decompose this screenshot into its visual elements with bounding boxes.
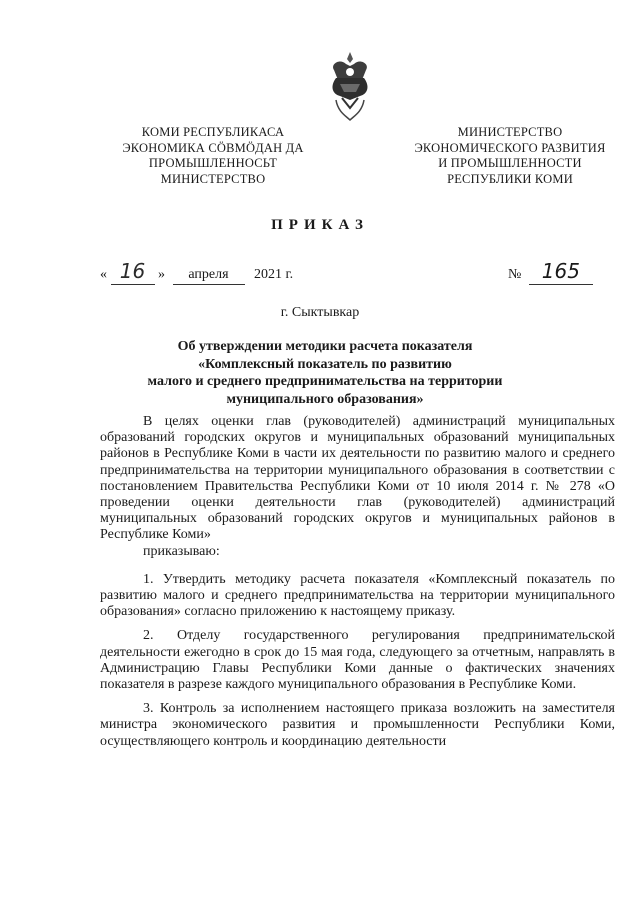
date-close-quote: » bbox=[158, 267, 165, 282]
ministry-name-komi bbox=[108, 125, 318, 187]
date-month: апреля bbox=[173, 266, 245, 285]
header-right-line: И ПРОМЫШЛЕННОСТИ bbox=[438, 156, 582, 171]
date-day-value: 16 bbox=[119, 259, 146, 283]
header-left-line: ЭКОНОМИКА СӦВМӦДАН ДА bbox=[122, 140, 304, 155]
order-body bbox=[100, 414, 615, 750]
order-number bbox=[508, 259, 593, 285]
header-right-line: РЕСПУБЛИКИ КОМИ bbox=[447, 171, 573, 186]
order-word: приказываю: bbox=[143, 543, 220, 559]
number-sign: № bbox=[508, 267, 522, 282]
subject-line: муниципального образования» bbox=[226, 391, 424, 407]
coat-of-arms-emblem bbox=[326, 50, 374, 126]
number-value: 165 bbox=[541, 259, 580, 283]
order-subject bbox=[100, 338, 550, 408]
header-left-line: МИНИСТЕРСТВО bbox=[160, 171, 266, 186]
order-date bbox=[100, 259, 294, 285]
date-year: 2021 г. bbox=[254, 267, 294, 282]
header-left-line: КОМИ РЕСПУБЛИКАСА bbox=[141, 125, 285, 139]
number-field bbox=[529, 259, 593, 285]
subject-line: «Комплексный показатель по развитию bbox=[198, 356, 452, 372]
document-title: ПРИКАЗ bbox=[271, 217, 369, 233]
order-item-3: 3. Контроль за исполнением настоящего приказа возложить на заместителя министра экономического развития и промышленности Республики Коми, осуществляющего контроль и координацию деятельности bbox=[100, 701, 615, 749]
city: г. Сыктывкар bbox=[280, 305, 360, 320]
order-item-1: 1. Утвердить методику расчета показателя «Комплексный показатель по развитию малого и среднего предпринимательства на территории муниципального образования» согласно приложению к настоящему приказу. bbox=[100, 571, 615, 620]
header-right-line: МИНИСТЕРСТВО bbox=[457, 125, 563, 139]
preamble-paragraph: В целях оценки глав (руководителей) администраций муниципальных образований городских округов и муниципальных образований муниципальных районов в Республике Коми в части их деятельности по развитию малого и среднего предпринимательства на территории муниципального образования в соответствии с постановлением Правительства Республики Коми от 10 июля 2014 г. № 278 «О проведении оценки деятельности глав (руководителей) администраций муниципальных образований городских округов и муниципальных районов в Республике Коми» bbox=[100, 414, 615, 543]
ministry-name-russian bbox=[400, 125, 620, 187]
subject-line: малого и среднего предпринимательства на территории bbox=[147, 374, 503, 390]
header-right-line: ЭКОНОМИЧЕСКОГО РАЗВИТИЯ bbox=[414, 140, 606, 155]
header-left-line: ПРОМЫШЛЕННОСЬТ bbox=[148, 156, 278, 171]
date-open-quote: « bbox=[100, 267, 107, 282]
order-item-2: 2. Отделу государственного регулирования предпринимательской деятельности ежегодно в срок до 15 мая года, следующего за отчетным, направлять в Администрацию Главы Республики Коми данные о фактических значениях показателя в разрезе каждого муниципального образования в Республике Коми. bbox=[100, 628, 615, 693]
subject-line: Об утверждении методики расчета показателя bbox=[177, 339, 473, 354]
date-day bbox=[111, 259, 155, 285]
